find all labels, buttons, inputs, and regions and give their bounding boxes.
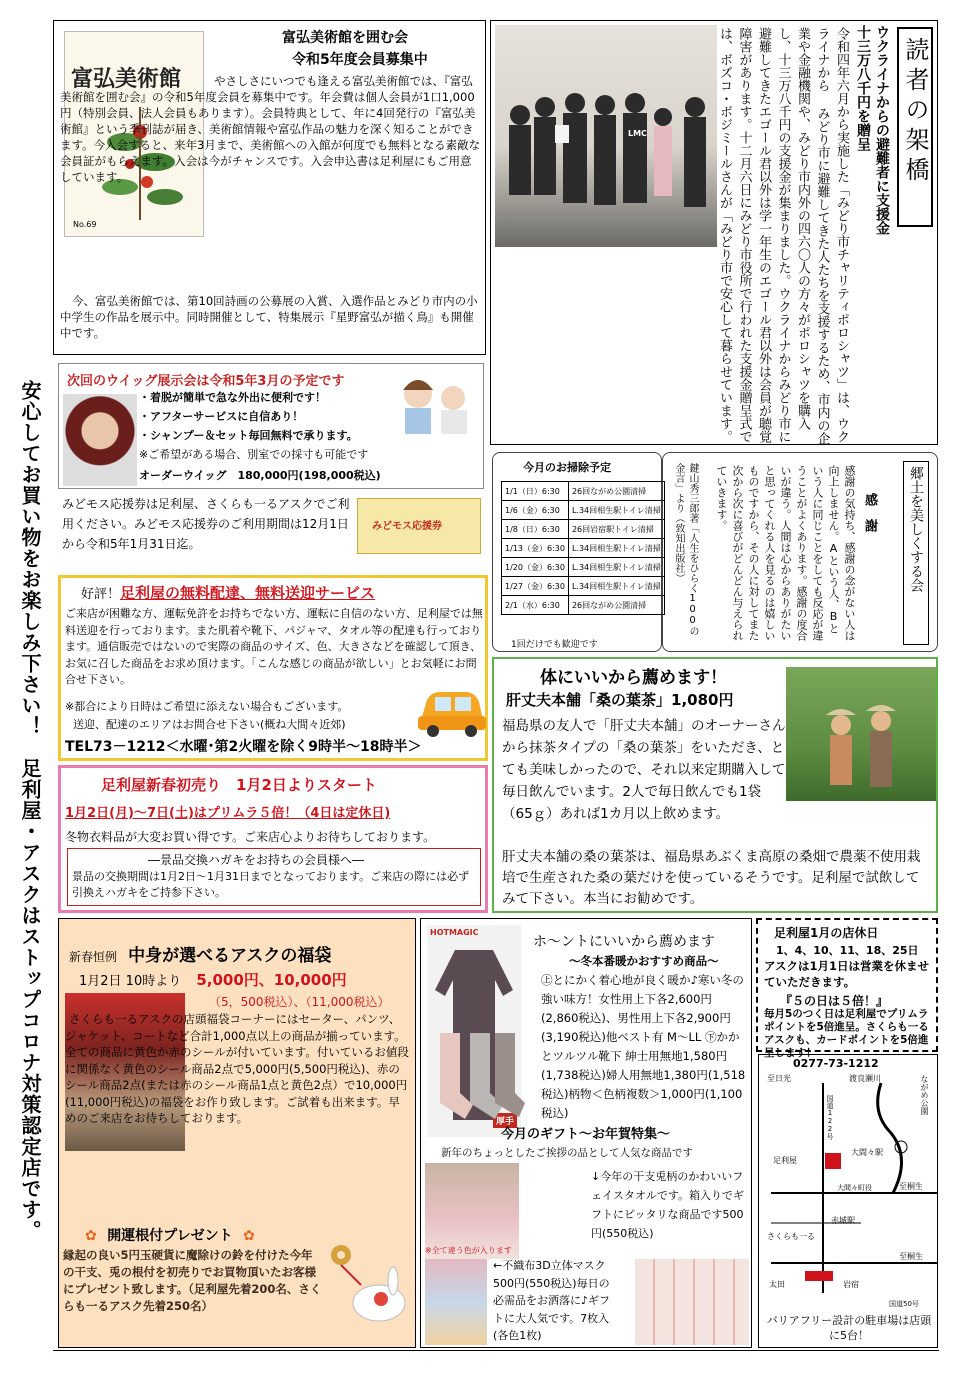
newyear-title: 足利屋新春初売り 1月2日よりスタート	[101, 776, 377, 794]
fukubukuro-date-line	[79, 969, 347, 990]
prize-text: 景品の交換期間は1月2日～1月31日までとなっております。ご来店の際には必ず引換えハガキをご持参下さい。	[72, 870, 470, 899]
fukubukuro-body: さくらも一るアスクの店頭福袋コーナーにはセーター、パンツ、ジャケット、コートなど合計1,000点以上の商品が揃っています。全ての商品に黄色か赤のシールが付いています。付いているお値段に関係なく黄色のシール商品2点で5,000円(5,500円税込)、赤のシール商品2点(または赤のシール商品1点と黄色2点）で10,000円(11,000円税込)の福袋をお作り致します。ご試着も出来ます。早めのご来店をお待ちしております。	[65, 1012, 409, 1125]
museum-body: やさしさにいつでも逢える富弘美術館では、『富弘美術館を囲む会』の令和5年度会員を募集中です。年会費は個人会員が1口1,000円（特別会員、法人会員もあります）。会員特典として、年に4回発行の『富弘美術館』という季刊誌が届き、美術館情報や富弘作品の魅力を深く知ることができます。今入会すると、来年3月まで、美術館への入館が何度でも無料となる素敵な会員証がもらえます。入会は今がチャンスです。入会申込書は足利屋にもご用意しています。	[60, 74, 481, 184]
flower-icon: ✿	[243, 1228, 255, 1244]
map-label: ながめ公園	[920, 1075, 929, 1115]
netsuke-heading	[85, 1225, 255, 1245]
cover-issue: No.69	[73, 220, 97, 229]
kyodo-source: 鍵山秀三郎著「人生をひらく100の金言」より（致知出版社）	[673, 463, 698, 636]
fukubukuro-heading	[69, 941, 331, 966]
gift-subtitle: 新年のちょっとしたご挨拶の品として人気な商品です	[441, 1147, 693, 1159]
rabbit-netsuke	[321, 1241, 413, 1331]
table-row: 1/1（日）6:30 26回ながめ公園清掃	[502, 482, 665, 501]
fukubukuro-price: 5,000円、10,000円	[196, 971, 347, 989]
brand-label: HOTMAGIC	[430, 928, 479, 937]
gift-towel: ↓今年の干支兎柄のかわいいフェイスタオルです。箱入りでギフトにピッタリな商品です500円(550税込)	[591, 1170, 745, 1240]
map-label: 赤城駅	[831, 1216, 855, 1225]
hot-section	[420, 918, 752, 1348]
museum-section	[53, 20, 486, 355]
fukubukuro-date: 1月2日 10時より	[79, 974, 182, 989]
reader-title-box	[897, 27, 933, 227]
ceremony-photo	[495, 25, 717, 247]
wig-note: ※ご希望がある場合、別室での採寸も可能です	[139, 448, 369, 461]
museum-body-2: 今、富弘美術館では、第10回詩画の公募展の入賞、入選作品とみどり市内の小中学生の作品を展示中。同時開催として、特集展示『星野富弘が描く鳥』も開催中です。	[60, 294, 478, 340]
flower-icon: ✿	[85, 1228, 97, 1244]
tea-section	[492, 657, 938, 913]
table-row: 1/13（金）6:30 L.34回相生駅トイレ清掃	[502, 539, 665, 558]
map-label: 大間々町役	[837, 1184, 872, 1192]
map-label: 国道50号	[889, 1300, 919, 1308]
hot-subtitle: ～冬本番暖かおすすめ商品～	[569, 954, 719, 968]
five-title: 『５の日は５倍！』	[780, 994, 889, 1008]
gift-mask: ←不織布3D立体マスク500円(550税込)毎日の必需品をお洒落に♪ギフトに大人気です。7枚入(各色1枚)	[493, 1259, 611, 1342]
hot-title: ホ～ントにいいから薦めます	[533, 934, 715, 950]
map-label: 至桐生	[899, 1182, 923, 1191]
delivery-tel[interactable]: TEL73－1212＜水曜･第2火曜を除く9時半～18時半＞	[65, 739, 422, 755]
atsude-badge: 厚手	[493, 1113, 517, 1128]
socks-photo	[435, 1023, 525, 1133]
map-label: 国道122号	[826, 1095, 834, 1140]
delivery-prefix: 好評！	[81, 587, 121, 602]
holiday-days: 1、4、10、11、18、25日	[776, 944, 919, 957]
fukubukuro-title: 中身が選べるアスクの福袋	[128, 946, 332, 966]
newyear-primula: 1月2日(月)～7日(土)はプリムラ５倍！（4日は定休日)	[65, 806, 391, 821]
wig-title: 次回のウイッグ展示会は令和5年3月の予定です	[67, 374, 345, 389]
cleanup-title: 今月のお掃除予定	[523, 461, 611, 474]
prize-title: ―景品交換ハガキをお持ちの会員様へ―	[148, 853, 365, 867]
cover-title: 富弘美術館	[71, 66, 182, 92]
fukubukuro-section	[58, 918, 416, 1348]
wig-item: ・シャンプー＆セット毎回無料で承ります。	[139, 429, 358, 442]
table-row: 2/1（水）6:30 26回ながめ公園清掃	[502, 596, 665, 615]
newyear-section	[58, 765, 488, 913]
map-label: 至日光	[767, 1074, 791, 1083]
delivery-title: 足利屋の無料配達、無料送迎サービス	[120, 584, 376, 602]
kyodo-title: 郷土を美しくする会	[903, 461, 929, 645]
table-row: 1/8（日）6:30 26回岩宿駅トイレ清掃	[502, 520, 665, 539]
map-label: 太田	[769, 1280, 785, 1289]
map-section	[758, 1054, 938, 1348]
tea-body: 福島県の友人で「肝丈夫本舗」のオーナーさんから抹茶タイプの「桑の葉茶」をいただき、とても美味しかったので、それ以来定期購入して毎日飲んでいます。2人で毎日飲んでも1袋（65ｇ）あれば1カ月以上飲めます。	[502, 718, 786, 822]
gift-title: 今月のギフト～お年賀特集～	[501, 1127, 671, 1142]
prize-box	[67, 848, 481, 906]
museum-title: 富弘美術館を囲む会	[282, 30, 408, 46]
hot-body: ㊤とにかく着心地が良く暖か♪寒い冬の強い味方！女性用上下各2,600円(2,860税込)、男性用上下各2,900円(3,190税込)他ベスト有 M～LL ㊦かかとツルツル靴下 紳士用無地1,580円(1,738税込)婦人用無地1,380円(1,518税込)柄物＜色柄複数＞1,000円(1,100税込)	[541, 973, 746, 1120]
cleanup-table	[501, 481, 665, 615]
table-row: 1/20（金）6:30 L.34回相生駅トイレ清掃	[502, 558, 665, 577]
wig-illustration	[383, 368, 483, 438]
towel-photo	[635, 1259, 749, 1345]
kyodo-section	[662, 452, 938, 652]
museum-subtitle: 令和5年度会員募集中	[292, 52, 428, 68]
farmers-figures	[786, 667, 936, 801]
delivery-note: ※都合により日時はご希望に添えない場合もございます。	[65, 700, 349, 713]
map-label: 岩宿	[843, 1280, 859, 1289]
tea-title: 体にいいから薦めます！	[540, 668, 727, 688]
five-body: 毎月5のつく日は足利屋でプリムラポイントを5倍進呈。さくらも一るアスクも、カードポイントを5倍進呈します！	[764, 1008, 929, 1059]
coupon-label: みどモス応援券	[372, 521, 442, 532]
vertical-slogan: 安心してお買い物をお楽しみ下さい！ 足利屋・アスクはストップコロナ対策認定店です。	[18, 380, 42, 1241]
fukubukuro-prefix: 新春恒例	[69, 950, 118, 964]
map-label: 足利屋	[773, 1156, 797, 1165]
kyodo-heading: 感 謝	[862, 493, 877, 532]
netsuke-title: 開運根付プレゼント	[107, 1228, 233, 1244]
mask-packs-photo	[425, 1259, 487, 1345]
midomos-text: みどモス応援券は足利屋、さくらも一るアスクでご利用ください。みどモス応援券のご利用期間は12月1日から令和5年1月31日迄。	[62, 497, 350, 551]
wig-items	[139, 388, 381, 485]
map-footer: バリアフリー設計の駐車場は店頭に5台！	[766, 1314, 932, 1342]
delivery-body: ご来店が困難な方、運転免許をお持ちでない方、運転に自信のない方、足利屋では無料送迎を行っております。また肌着や靴下、パジャマ、タオル等の配達も行っております。通信販売ではないので実際の商品のサイズ、色、大きさなどを確認して頂き、お気に召した商品をお求め頂けます。「こんな感じの商品が欲しい」とお気軽にお問合せ下さい。	[65, 607, 483, 686]
fukubukuro-tax: （5，500税込）、（11,000税込）	[209, 995, 390, 1009]
tea-subtitle: 肝丈夫本舗「桑の葉茶」1,080円	[506, 691, 734, 709]
map-label: さくらも一る	[767, 1232, 815, 1241]
car-icon	[415, 686, 487, 738]
shirt-logo: LMC	[628, 129, 647, 138]
reader-body: 令和四年六月から実施した「みどり市チャリティポロシャツ」は、ウクライナから みどり市に避難してきた人たちを支援するため、市内の企業や金融機関や、みどり市内外の四六〇人の方々がポロシャツを購入し、十三万八千円の支援金が集まりました。ウクライナからみどり市に避難してきたエゴール君以外は学一年生のエゴール君以外は会員が聴覚障害があります。十二月六日にみどり市役所で行われた支援金贈呈式では、ボズコ・ボジミールさんが「みどり市で安心して暮らせています。	[717, 27, 849, 445]
holiday-ask: アスクは1月1日は営業を休ませていただきます。	[764, 959, 930, 989]
kyodo-body: 感謝の気持ち、感謝の念がない人は向上しません。Aという人、Bという人に同じことをしても反応が違うことがよくあります。感謝の度合いが違う。人間は心からありがたいと思ってくれる人を見るのは嬉しいものですから、その人に対してまた次から次に喜びがどんどん与えられていきます。	[715, 465, 856, 641]
holiday-title: 足利屋1月の店休日	[774, 926, 879, 940]
netsuke-body: 縁起の良い5円玉硬貨に魔除けの鈴を付けた今年の干支、兎の根付を初売りでお買物頂いたお客様にプレゼント致します。（足利屋先着200名、さくらも一るアスク先着250名）	[63, 1248, 322, 1313]
delivery-section	[58, 575, 488, 761]
map-label: 大間々駅	[851, 1148, 883, 1157]
map-label: 至桐生	[899, 1252, 923, 1261]
holiday-section	[756, 918, 938, 1059]
reader-subtitle: ウクライナからの避難者に支援金十三万八千円を贈呈	[855, 25, 890, 235]
mask-note: ※全て違う色が入ります	[425, 1246, 512, 1255]
reader-title: 読者の架橋	[901, 37, 929, 187]
wig-model-photo	[63, 394, 137, 486]
cleanup-section	[492, 452, 662, 652]
delivery-heading	[81, 582, 375, 603]
tea-farmers-photo	[786, 667, 936, 801]
wig-item: ・アフターサービスに自信あり！	[139, 410, 304, 423]
socks-shape	[435, 1023, 525, 1133]
page-divider	[53, 1350, 939, 1351]
table-row: 1/27（金）6:30 L.34回相生駅トイレ清掃	[502, 577, 665, 596]
cleanup-footer: 1回だけでも歓迎です	[511, 640, 598, 650]
table-row: 1/6（金）6:30 L.34回相生駅トイレ清掃	[502, 501, 665, 520]
wig-price: オーダーウイッグ 180,000円(198,000税込)	[139, 469, 381, 482]
midomos-coupon	[357, 498, 481, 554]
reader-section	[490, 20, 938, 445]
people-silhouettes	[495, 25, 717, 247]
map-label: 渡良瀬川	[849, 1074, 881, 1083]
wig-section	[58, 363, 484, 489]
wig-item: ・着脱が簡単で急な外出に便利です！	[139, 391, 326, 404]
delivery-area: 送迎、配達のエリアはお問合せ下さい(概ね大間々近郊)	[73, 718, 346, 731]
newyear-text: 冬物衣料品が大変お買い得です。ご来店心よりお待ちしております。	[65, 830, 436, 844]
map-phone[interactable]: 0277-73-1212	[793, 1057, 879, 1070]
tea-body-2: 肝丈夫本舗の桑の葉茶は、福島県あぶくま高原の桑畑で農薬不使用栽培で生産された桑の葉だけを使っているそうです。足利屋で試飲してみて下さい。本当にお勧めです。	[502, 849, 921, 907]
